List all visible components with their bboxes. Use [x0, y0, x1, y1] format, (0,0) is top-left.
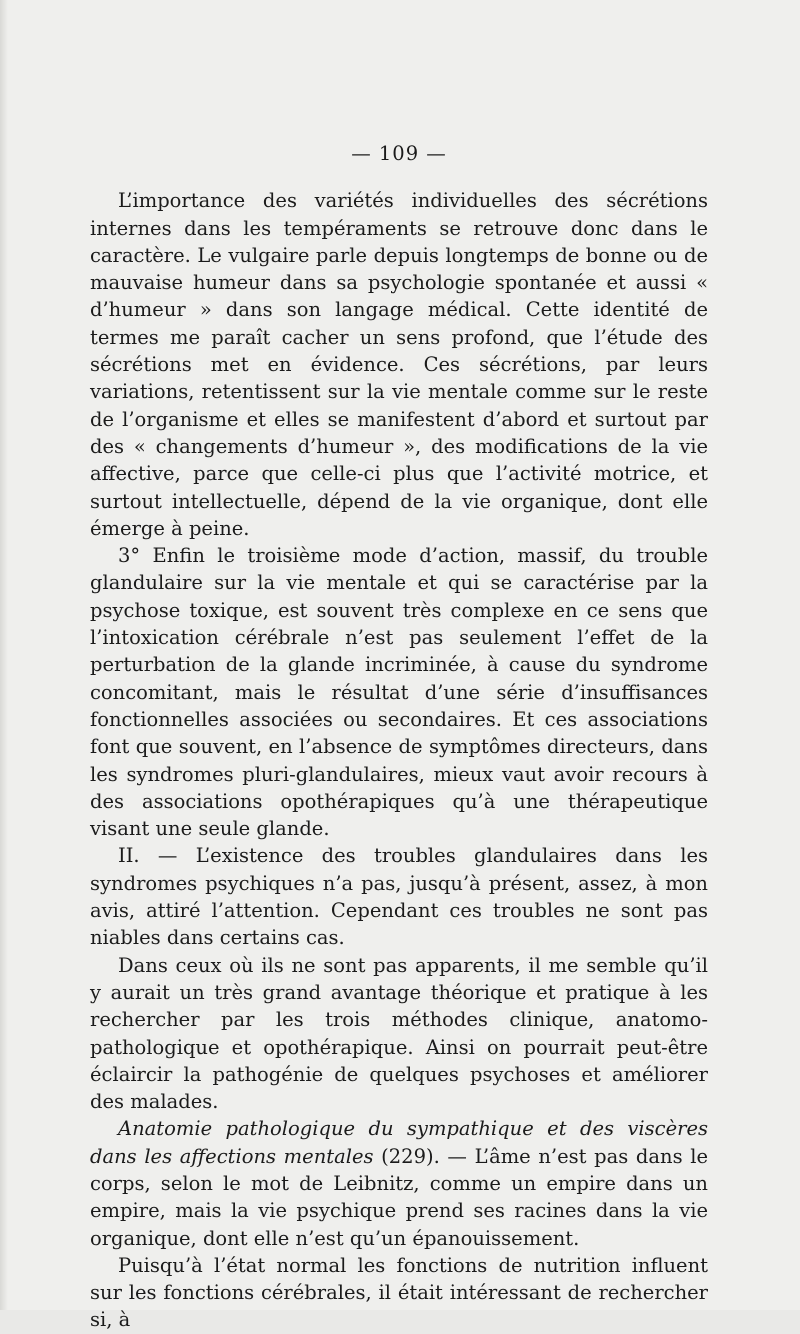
- paragraph-troisieme-mode: 3° Enfin le troisième mode d’action, massif, du trouble glandulaire sur la vie mentale et qui se caractérise par la psychose toxique, est souvent très complexe en ce sens que l’intoxication cérébrale n’est pas seulement l’effet de la perturbation de la glande incriminée, à cause du syndrome concomitant, mais le résultat d’une série d’insuffisances fonctionnelles associées ou secondaires. Et ces associations font que souvent, en l’absence de symptômes directeurs, dans les syndromes pluri-glandulaires, mieux vaut avoir recours à des associations opothérapiques qu’à une thérapeutique visant une seule glande.: [90, 544, 708, 841]
- page-text: [90, 140, 708, 1334]
- paragraph-avantage: Dans ceux où ils ne sont pas apparents, il me semble qu’il y aurait un très grand avantage théorique et pratique à les rechercher par les trois méthodes clinique, anatomo-pathologique et opothérapique. Ainsi on pourrait peut-être éclaircir la pathogénie de quelques psychoses et améliorer des malades.: [90, 953, 708, 1114]
- section-title: Anatomie pathologique du sympathique et des viscères dans les affections mentales: [90, 1117, 708, 1168]
- paragraph-humeur: L’importance des variétés individuelles des sécrétions internes dans les tempéraments se retrouve donc dans le caractère. Le vulgaire parle depuis longtemps de bonne ou de mauvaise humeur dans sa psychologie spontanée et aussi « d’humeur » dans son langage médical. Cette identité de termes me paraît cacher un sens profond, que l’étude des sécrétions met en évidence. Ces sécrétions, par leurs variations, retentissent sur la vie mentale comme sur le reste de l’organisme et elles se manifestent d’abord et surtout par des « changements d’humeur », des modifications de la vie affective, parce que celle-ci plus que l’activité motrice, et surtout intellectuelle, dépend de la vie organique, dont elle émerge à peine.: [90, 189, 708, 540]
- paragraph-troubles-glandulaires: II. — L’existence des troubles glandulaires dans les syndromes psychiques n’a pas, jusqu’à présent, assez, à mon avis, attiré l’attention. Cependant ces troubles ne sont pas niables dans certains cas.: [90, 844, 708, 950]
- page-edge: [0, 0, 8, 1310]
- page-number: — 109 —: [351, 142, 447, 165]
- paragraph-anatomie: [90, 1115, 708, 1251]
- section-reference: (229). —: [373, 1144, 475, 1168]
- paragraph-nutrition: Puisqu’à l’état normal les fonctions de nutrition influent sur les fonctions cérébrales, il était intéressant de rechercher si, à: [90, 1253, 708, 1332]
- section-text: L’âme n’est pas dans le corps, selon le mot de Leibnitz, comme un empire dans un empire, mais la vie psychique prend ses racines dans la vie organique, dont elle n’est qu’un épanouissement.: [90, 1144, 709, 1250]
